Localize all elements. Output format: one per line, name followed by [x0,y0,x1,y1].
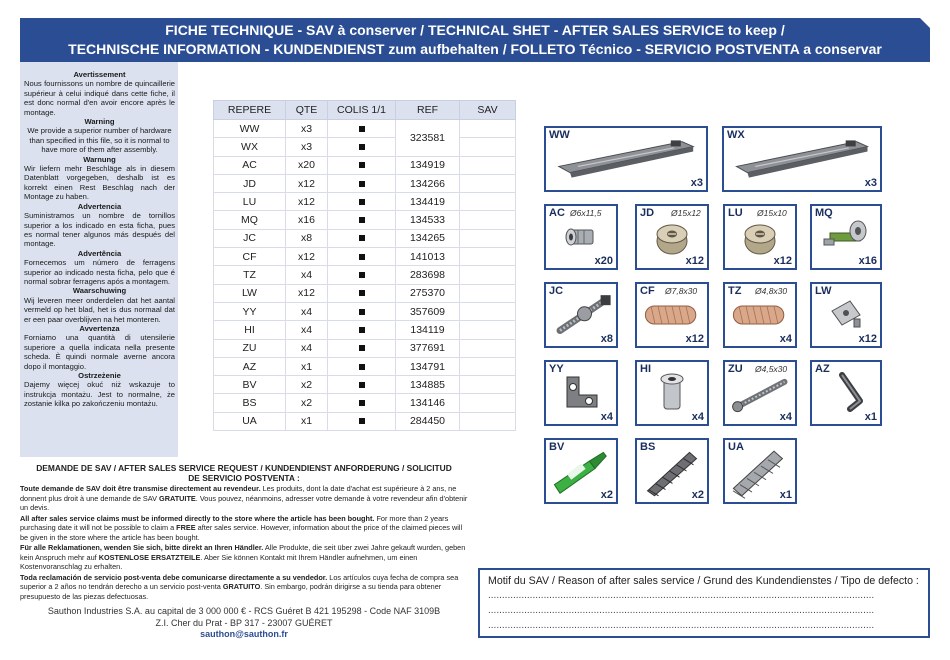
cell-ref: 323581 [396,120,460,157]
table-row [214,229,516,247]
part-card-ua [723,438,797,504]
part-code: TZ [728,285,742,297]
table-row [214,412,516,430]
cell-qte: x16 [286,211,328,229]
cell-sav-input[interactable] [460,138,516,156]
cell-colis [328,174,396,192]
sav-request-paragraph [20,484,468,513]
warning-panel [20,62,178,457]
cell-ref: 283698 [396,266,460,284]
cell-ref: 275370 [396,284,460,302]
table-header-row [214,101,516,120]
cell-ref: 284450 [396,412,460,430]
cell-sav-input[interactable] [460,229,516,247]
cell-colis [328,357,396,375]
cell-colis [328,376,396,394]
sav-request-text: For more than 2 years purchasing date it will not be possible to claim a [20,513,449,532]
cell-colis [328,394,396,412]
warning-text: Dajemy więcej okuć niż wskazuje to instrukcja montażu. Jest to normalne, że zostanie kilka po zakończeniu montażu. [24,380,175,409]
company-email-link[interactable]: sauthon@sauthon.fr [200,629,288,639]
part-card-wx [722,126,882,192]
cell-ref: 141013 [396,248,460,266]
warning-text: We provide a superior number of hardware than specified in this file, so it is normal to have more of them after assembly. [27,126,172,155]
header-line-2: TECHNISCHE INFORMATION - KUNDENDIENST zum aufbehalten / FOLLETO Técnico - SERVICIO POSTVENTA a conservar [68,41,882,57]
table-row [214,266,516,284]
sav-request-title: DEMANDE DE SAV / AFTER SALES SERVICE REQUEST / KUNDENDIENST ANFORDERUNG / SOLICITUD DE SERVICIO POSTVENTA : [36,463,452,483]
sav-request-text: after sales service. However, information about the price of the claimed pieces will be given in the store where the article has been bought. [20,523,463,542]
cell-ref: 377691 [396,339,460,357]
company-line-1: Sauthon Industries S.A. au capital de 3 000 000 € - RCS Guéret B 421 195298 - Code NAF 3109B [47,606,441,616]
part-card-mq [810,204,882,270]
cell-repere: WX [214,138,286,156]
sav-request-paragraphs [20,484,468,601]
warning-title: Warning [84,117,115,127]
table-row [214,120,516,138]
colis-marker-icon [359,126,365,132]
cell-colis [328,266,396,284]
cell-sav-input[interactable] [460,357,516,375]
part-quantity: x1 [779,489,792,501]
colis-marker-icon [359,181,365,187]
company-line-2: Z.I. Cher du Prat - BP 317 - 23007 GUÉRET [155,617,333,628]
cell-qte: x12 [286,174,328,192]
cell-sav-input[interactable] [460,193,516,211]
table-row [214,284,516,302]
colis-marker-icon [359,309,365,315]
warning-text: Fornecemos um número de ferragens superior ao indicado nesta ficha, pelo que é normal sobrar ferragens após a montagem. [24,258,175,286]
part-code: HI [640,363,651,375]
cell-ref: 134919 [396,156,460,174]
part-quantity: x16 [858,255,877,267]
cell-qte: x8 [286,229,328,247]
part-code: CF [640,285,655,297]
cell-repere: UA [214,412,286,430]
drawer-slide-icon [724,128,880,190]
cell-colis [328,120,396,138]
drawer-slide-icon [546,128,706,190]
part-quantity: x12 [858,333,877,345]
part-dimension: Ø4,5x30 [755,364,788,374]
cell-qte: x1 [286,357,328,375]
part-code: AZ [815,363,830,375]
sav-request-paragraph [20,573,468,602]
colis-marker-icon [359,418,365,424]
part-code: JD [640,207,655,219]
col-header-repere: REPERE [214,101,286,120]
cell-sav-input[interactable] [460,156,516,174]
cell-qte: x2 [286,376,328,394]
col-header-qte: QTE [286,101,328,120]
banner-corner [920,18,930,28]
table-row [214,339,516,357]
cell-repere: TZ [214,266,286,284]
part-card-bs [635,438,709,504]
part-card-az [810,360,882,426]
part-quantity: x2 [691,489,704,501]
cell-ref: 134146 [396,394,460,412]
part-card-lw [810,282,882,348]
cell-sav-input[interactable] [460,339,516,357]
cell-repere: BS [214,394,286,412]
part-code: BV [549,441,565,453]
company-info [20,606,468,641]
cell-repere: LU [214,193,286,211]
sav-request-paragraph [20,543,468,572]
col-header-colis: COLIS 1/1 [328,101,396,120]
part-card-tz [723,282,797,348]
warning-title: Avertissement [73,70,126,79]
part-quantity: x2 [600,489,613,501]
cell-colis [328,302,396,320]
sav-request-text: GRATUITE [159,493,196,503]
cell-colis [328,193,396,211]
reason-line-2[interactable]: ........................................................................................................................................... [488,605,875,616]
cell-ref: 134266 [396,174,460,192]
part-quantity: x12 [685,333,704,345]
cell-qte: x4 [286,302,328,320]
sav-request-text: Für alle Reklamationen, wenden Sie sich, bitte direkt an Ihren Händler. [20,543,264,552]
part-code: ZU [728,363,743,375]
cell-sav-input[interactable] [460,394,516,412]
cell-colis [328,211,396,229]
parts-table-body [214,120,516,431]
table-row [214,248,516,266]
colis-marker-icon [359,254,365,260]
cell-repere: CF [214,248,286,266]
part-code: LU [728,207,743,219]
cell-repere: ZU [214,339,286,357]
colis-marker-icon [359,364,365,370]
header-line-1: FICHE TECHNIQUE - SAV à conserver / TECHNICAL SHET - AFTER SALES SERVICE to keep / [165,22,785,38]
table-row [214,357,516,375]
cell-repere: AZ [214,357,286,375]
cell-repere: WW [214,120,286,138]
part-card-jd [635,204,709,270]
cell-repere: MQ [214,211,286,229]
colis-marker-icon [359,345,365,351]
cell-sav-input[interactable] [460,284,516,302]
part-code: JC [549,285,564,297]
cell-repere: HI [214,321,286,339]
warning-text: Nous fournissons un nombre de quincaillerie supérieur à celui indiqué dans cette fiche, il est donc normal d'en avoir encore après le montage. [24,79,175,117]
reason-box [478,568,930,638]
sav-request-text: Les produits, dont la date d'achat est supérieure à 2 ans, ne donnent plus droit à une demande de SAV [20,484,457,503]
part-card-lu [723,204,797,270]
parts-table [213,100,516,431]
colis-marker-icon [359,272,365,278]
part-code: WW [549,129,570,141]
cell-repere: BV [214,376,286,394]
part-card-zu [723,360,797,426]
sav-request-text: . Vous pouvez, néanmoins, adresser votre demande à votre revendeur afin d'obtenir un devis. [20,493,468,512]
warning-title: Avvertenza [79,323,120,333]
cell-colis [328,248,396,266]
sav-request-text: . Sin embargo, podrán dirigirse a su tienda para obtener presupuesto de las piezas defectuosas. [20,582,442,601]
part-quantity: x12 [685,255,704,267]
cell-qte: x4 [286,339,328,357]
part-card-ac [544,204,618,270]
cell-repere: JC [214,229,286,247]
sav-request-section [20,463,468,602]
part-dimension: Ø15x10 [757,208,787,218]
cell-qte: x3 [286,138,328,156]
cell-sav-input[interactable] [460,174,516,192]
colis-marker-icon [359,327,365,333]
table-row [214,211,516,229]
table-row [214,321,516,339]
sav-request-text: GRATUITO [222,582,261,591]
part-quantity: x4 [600,411,613,423]
part-card-cf [635,282,709,348]
cell-colis [328,339,396,357]
part-code: YY [549,363,564,375]
cell-colis [328,284,396,302]
part-card-yy [544,360,618,426]
cell-colis [328,412,396,430]
part-code: LW [815,285,832,297]
reason-line-1[interactable]: ........................................................................................................................................... [488,590,875,601]
cell-colis [328,229,396,247]
part-quantity: x8 [600,333,613,345]
part-code: BS [640,441,656,453]
cell-sav-input[interactable] [460,120,516,138]
cell-qte: x20 [286,156,328,174]
table-row [214,302,516,320]
colis-marker-icon [359,290,365,296]
part-quantity: x4 [691,411,704,423]
part-code: MQ [815,207,833,219]
warning-text: Wij leveren meer onderdelen dat het aantal vermeld op het blad, het is dus normaal dat er een paar overblijven na het monteren. [24,295,175,324]
warning-title: Advertência [77,248,122,258]
cell-sav-input[interactable] [460,412,516,430]
sav-request-text: Toda reclamación de servicio post-venta debe comunicarse directamente a su vendedor. [20,572,328,582]
cell-repere: YY [214,302,286,320]
colis-marker-icon [359,235,365,241]
warning-text: Forniamo una quantità di utensilerie superiore a quella indicata nella presente scheda. È quindi normale averne ancora dopo il montaggio. [24,333,175,371]
cell-ref: 134533 [396,211,460,229]
table-row [214,394,516,412]
cell-sav-input[interactable] [460,266,516,284]
warning-title: Advertencia [77,201,122,211]
col-header-ref: REF [396,101,460,120]
part-dimension: Ø15x12 [671,208,701,218]
table-row [214,174,516,192]
cell-qte: x12 [286,284,328,302]
sav-request-paragraph [20,514,468,543]
part-code: WX [727,129,745,141]
cell-ref: 134265 [396,229,460,247]
warning-title: Ostrzeżenie [78,371,121,380]
cell-sav-input[interactable] [460,248,516,266]
table-row [214,376,516,394]
cell-sav-input[interactable] [460,211,516,229]
cell-colis [328,138,396,156]
cell-sav-input[interactable] [460,302,516,320]
sav-request-text: Los artículos cuya fecha de compra sea superior a 2 años no tendrán derecho a un servicio post-venta [20,572,459,591]
part-quantity: x3 [690,177,703,189]
cell-qte: x2 [286,394,328,412]
sav-request-text: Alle Produkte, die seit über zwei Jahre gekauft wurden, geben kein Anspruch mehr auf [20,543,466,562]
reason-label: Motif du SAV / Reason of after sales service / Grund des Kundendienstes / Tipo de defecto : [488,575,919,587]
sav-request-text: All after sales service claims must be informed directly to the store where the article has been bought. [20,513,375,523]
cell-qte: x3 [286,120,328,138]
sav-request-text: Toute demande de SAV doit être transmise directement au revendeur. [20,484,261,493]
part-quantity: x4 [779,333,792,345]
sav-request-text: . Aber Sie können Kontakt mit Ihrem Händler aufnehmen, um einen Kostenvoranschlag zu erhalten. [20,552,418,571]
reason-line-3[interactable]: ........................................................................................................................................... [488,620,875,631]
cell-ref: 357609 [396,302,460,320]
cell-qte: x12 [286,248,328,266]
part-quantity: x1 [864,411,877,423]
part-code: UA [728,441,744,453]
cell-ref: 134419 [396,193,460,211]
cell-sav-input[interactable] [460,376,516,394]
colis-marker-icon [359,217,365,223]
cell-ref: 134791 [396,357,460,375]
table-row [214,193,516,211]
sav-request-text: FREE [176,523,196,532]
part-card-hi [635,360,709,426]
part-card-jc [544,282,618,348]
cell-repere: LW [214,284,286,302]
colis-marker-icon [359,400,365,406]
warning-text: Wir liefern mehr Beschläge als in diesem Datenblatt vorgegeben, deshalb ist es korrekt einen Rest Beschlag nach der Montage zu haben. [24,164,175,202]
header-banner [20,18,930,62]
cell-repere: JD [214,174,286,192]
cell-ref: 134119 [396,321,460,339]
table-row [214,156,516,174]
cell-sav-input[interactable] [460,321,516,339]
part-dimension: Ø6x11,5 [570,208,602,218]
colis-marker-icon [359,382,365,388]
warning-title: Warnung [83,154,116,164]
part-card-ww [544,126,708,192]
cell-colis [328,156,396,174]
colis-marker-icon [359,199,365,205]
part-code: AC [549,207,565,219]
cell-colis [328,321,396,339]
warning-title: Waarschuwing [72,286,127,296]
cell-qte: x12 [286,193,328,211]
table-row [214,138,516,156]
part-card-bv [544,438,618,504]
part-dimension: Ø4,8x30 [755,286,788,296]
part-quantity: x12 [773,255,792,267]
cell-qte: x4 [286,321,328,339]
colis-marker-icon [359,144,365,150]
col-header-sav: SAV [460,101,516,120]
cell-qte: x4 [286,266,328,284]
cell-qte: x1 [286,412,328,430]
cell-ref: 134885 [396,376,460,394]
part-quantity: x4 [779,411,792,423]
part-quantity: x3 [864,177,877,189]
colis-marker-icon [359,162,365,168]
cell-repere: AC [214,156,286,174]
warning-text: Suministramos un nombre de tornillos superior a los indicado en esta ficha, pues es normal tener algunos más después del montage. [24,211,175,249]
part-dimension: Ø7,8x30 [665,286,698,296]
sav-request-text: KOSTENLOSE ERSATZTEILE [98,552,201,562]
part-quantity: x20 [594,255,613,267]
